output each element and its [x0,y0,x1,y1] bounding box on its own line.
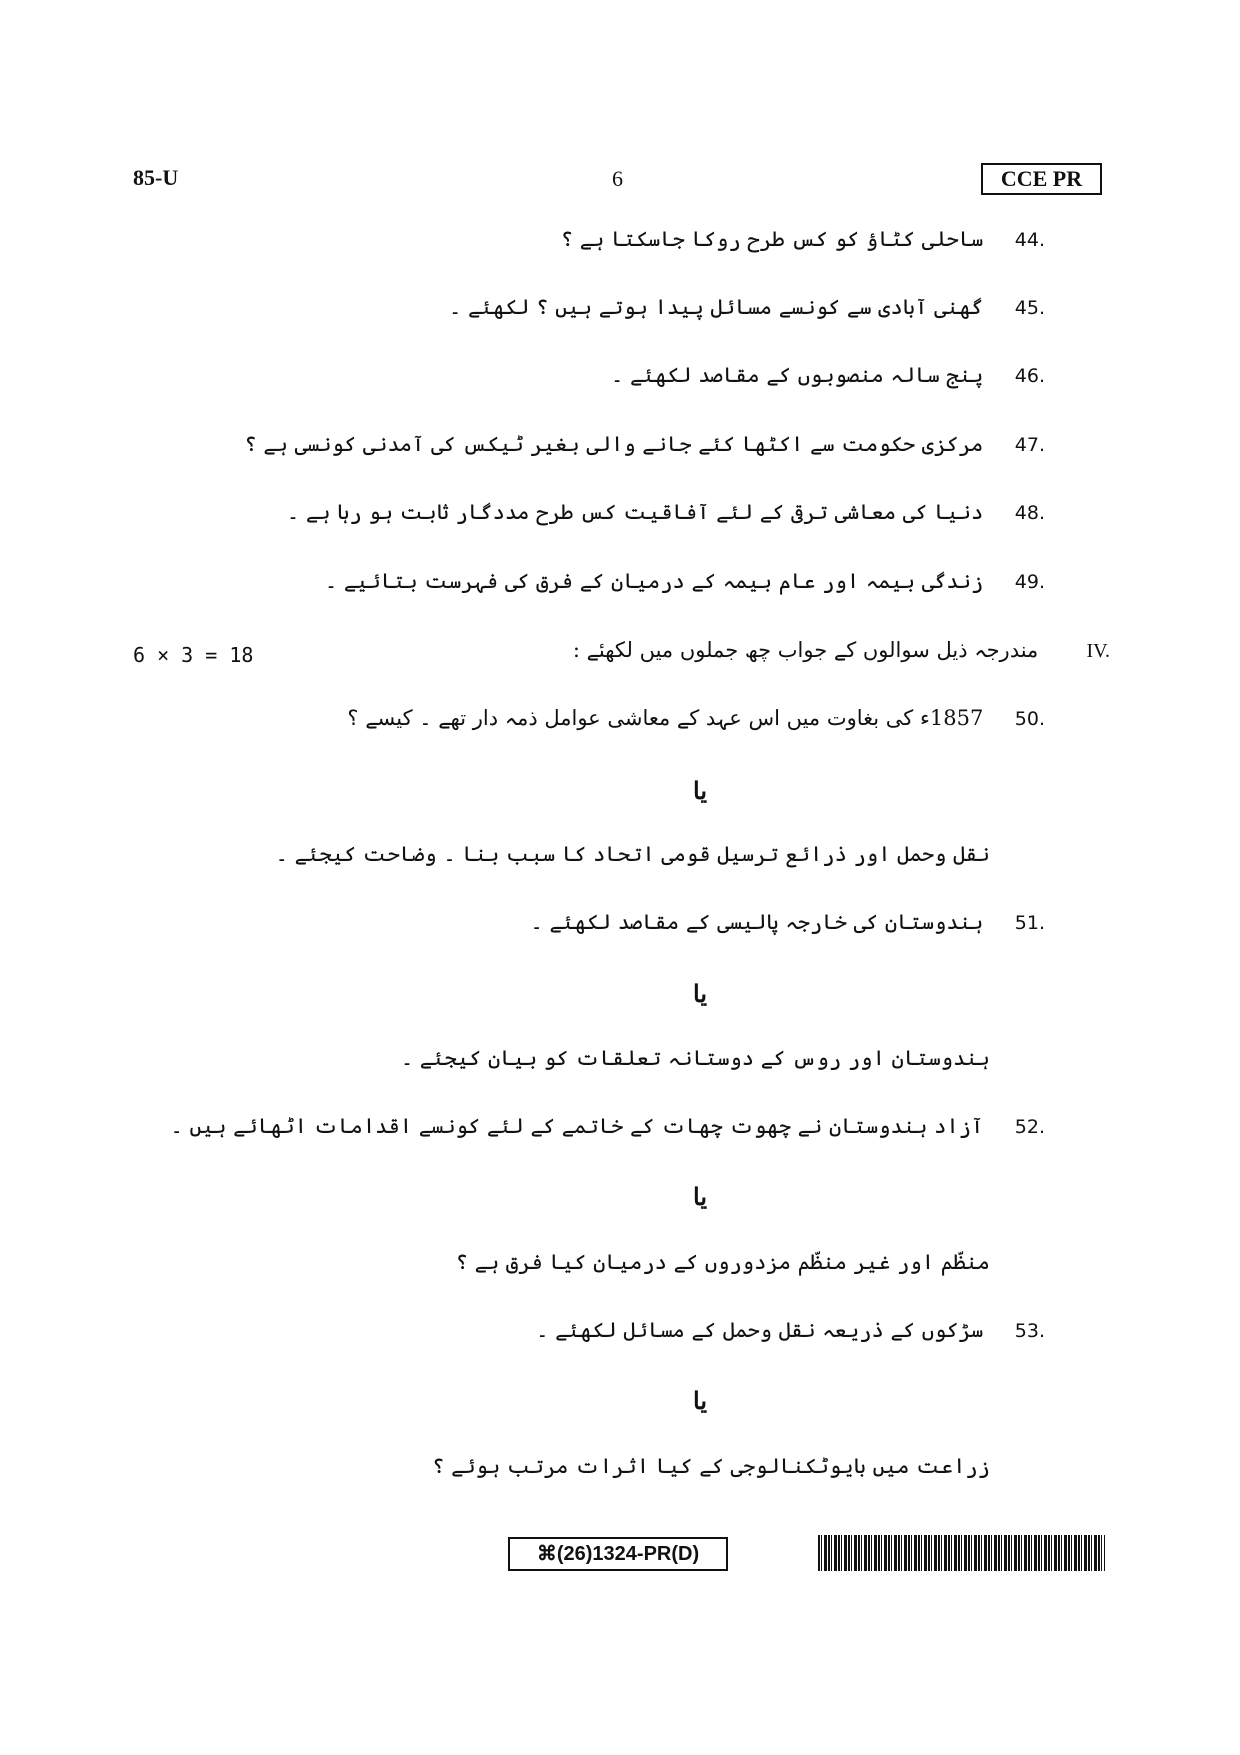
question-number: 50. [1014,708,1045,730]
footer-code-box: ⌘(26)1324-PR(D) [508,1537,728,1571]
question-text: سڑکوں کے ذریعہ نقل وحمل کے مسائل لکھئے ۔ [536,1318,984,1342]
question-number: 44. [1014,229,1045,251]
question-number: 51. [1014,912,1045,934]
question-text: نقل وحمل اور ذرائع ترسیل قومی اتحاد کا سبب بنا ۔ وضاحت کیجئے ۔ [275,842,990,866]
or-separator: یا [693,1386,707,1415]
question-49 [325,569,1045,593]
question-51 [531,910,1045,934]
question-text: زراعت میں بایوٹکنالوجی کے کیا اثرات مرتب ہوئے ؟ [432,1454,990,1478]
question-46 [611,363,1045,387]
question-text: زندگی بیمہ اور عام بیمہ کے درمیان کے فرق کی فہرست بتائیے ۔ [324,569,984,593]
or-separator: یا [693,1182,707,1211]
question-45 [449,295,1045,319]
question-52 [171,1114,1045,1138]
question-47 [244,432,1045,456]
question-48 [287,500,1045,524]
page-number: 6 [612,166,623,191]
section-number: IV. [1086,640,1110,662]
question-text: دنیا کی معاشی ترقی کے لئے آفاقیت کس طرح مددگار ثابت ہو رہا ہے ۔ [286,500,984,524]
question-53 [536,1318,1045,1342]
question-number: 53. [1014,1320,1045,1342]
section-instruction: مندرجہ ذیل سوالوں کے جواب چھ جملوں میں لکھئے : [572,638,1039,662]
question-52-alternative [456,1250,990,1274]
question-text: 1857ء کی بغاوت میں اس عہد کے معاشی عوامل ذمہ دار تھے ۔ کیسے ؟ [347,706,984,730]
question-50-alternative [276,842,990,866]
question-text: ہندوستان کی خارجہ پالیسی کے مقاصد لکھئے ۔ [530,910,984,934]
question-53-alternative [432,1454,990,1478]
question-51-alternative [401,1046,990,1070]
question-text: منظّم اور غیر منظّم مزدوروں کے درمیان کیا فرق ہے ؟ [455,1250,990,1274]
paper-code: 85-U [133,165,179,190]
or-separator: یا [693,979,707,1008]
question-number: 45. [1014,297,1045,319]
question-44 [561,227,1045,251]
question-text: ہندوستان اور روس کے دوستانہ تعلقات کو بیان کیجئے ۔ [400,1046,990,1070]
question-number: 48. [1014,502,1045,524]
section-iv-heading [573,638,1110,663]
barcode [818,1535,1105,1571]
section-marks: 6 × 3 = 18 [133,643,254,667]
question-number: 52. [1014,1116,1045,1138]
question-number: 49. [1014,571,1045,593]
question-text: پنج سالہ منصوبوں کے مقاصد لکھئے ۔ [611,363,984,387]
question-50 [347,706,1045,730]
exam-code-box: CCE PR [981,163,1102,195]
question-text: آزاد ہندوستان نے چھوت چھات کے خاتمے کے لئے کونسے اقدامات اٹھائے ہیں ۔ [170,1114,984,1138]
or-separator: یا [693,776,707,805]
question-number: 47. [1014,434,1045,456]
question-text: مرکزی حکومت سے اکٹھا کئے جانے والی بغیر ٹیکس کی آمدنی کونسی ہے ؟ [244,432,984,456]
question-number: 46. [1014,365,1045,387]
question-text: گھنی آبادی سے کونسے مسائل پیدا ہوتے ہیں ؟ لکھئے ۔ [448,295,984,319]
question-text: ساحلی کٹاؤ کو کس طرح روکا جاسکتا ہے ؟ [560,227,984,251]
